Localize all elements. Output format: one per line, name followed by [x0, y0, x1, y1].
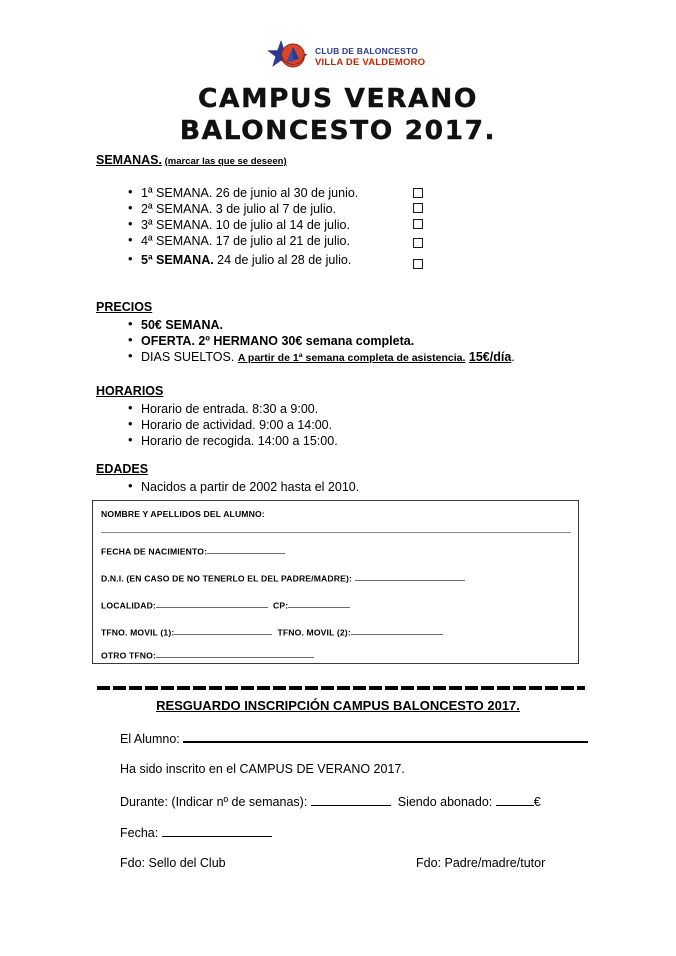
- semanas-heading-note: (marcar las que se deseen): [164, 156, 287, 167]
- receipt-label-abonado: Siendo abonado:: [397, 795, 493, 809]
- field-label-tfno2: TFNO. MOVIL (2):: [277, 627, 351, 638]
- precios-list: [123, 317, 515, 366]
- receipt-label-alumno: El Alumno:: [120, 732, 180, 746]
- list-item: [141, 217, 358, 233]
- field-row-fecha-nacimiento: [101, 546, 285, 556]
- list-item: [141, 349, 515, 366]
- field-label-tfno1: TFNO. MOVIL (1):: [101, 627, 175, 638]
- logo-line-1: CLUB DE BALONCESTO: [315, 46, 419, 56]
- logo-basketball-star-icon: [268, 38, 314, 74]
- list-item: • Horario de recogida. 14:00 a 15:00.: [141, 433, 338, 449]
- field-label-fecha-nacimiento: FECHA DE NACIMIENTO:: [101, 546, 208, 557]
- receipt-line-importe[interactable]: [496, 795, 534, 806]
- field-line-tfno1[interactable]: [174, 627, 272, 635]
- horarios-heading-label: HORARIOS: [96, 384, 164, 398]
- field-line-dni[interactable]: [355, 573, 465, 581]
- receipt-label-durante: Durante: (Indicar nº de semanas):: [120, 795, 308, 809]
- semana-dates: 26 de junio al 30 de junio.: [212, 186, 359, 200]
- field-label-localidad: LOCALIDAD:: [101, 600, 156, 611]
- semana-label: 4ª SEMANA.: [141, 234, 213, 248]
- list-item: [141, 333, 515, 349]
- field-row-otro-tfno: [101, 650, 314, 660]
- precio-semana: 50€ SEMANA.: [141, 318, 223, 332]
- tear-off-separator: [97, 686, 585, 690]
- field-label-nombre: NOMBRE Y APELLIDOS DEL ALUMNO:: [101, 509, 265, 519]
- receipt-line-semanas[interactable]: [311, 795, 391, 806]
- semanas-heading-label: SEMANAS.: [96, 153, 162, 167]
- precios-heading-label: PRECIOS: [96, 300, 153, 314]
- checkbox-semana-2[interactable]: [413, 203, 423, 213]
- field-line-cp[interactable]: [288, 600, 350, 608]
- receipt-row-fecha: [120, 826, 272, 840]
- semana-label: 5ª SEMANA.: [141, 253, 214, 267]
- field-line-fecha-nacimiento[interactable]: [207, 546, 285, 554]
- precio-oferta-hermano: OFERTA. 2º HERMANO 30€ semana completa.: [141, 334, 415, 348]
- semana-dates: 17 de julio al 21 de julio.: [212, 234, 350, 248]
- list-item: • Nacidos a partir de 2002 hasta el 2010.: [141, 479, 359, 495]
- edades-heading-label: EDADES: [96, 462, 149, 476]
- checkbox-semana-5[interactable]: [413, 259, 423, 269]
- semanas-list: [123, 185, 358, 268]
- horarios-heading: [96, 384, 163, 398]
- receipt-row-alumno: [120, 731, 588, 746]
- field-label-dni: D.N.I. (EN CASO DE NO TENERLO EL DEL PADRE/MADRE):: [101, 573, 353, 584]
- receipt-line-fecha[interactable]: [162, 826, 272, 837]
- semana-label: 1ª SEMANA.: [141, 186, 213, 200]
- semana-label: 2ª SEMANA.: [141, 202, 213, 216]
- list-item: [141, 252, 358, 268]
- semana-dates: 24 de julio al 28 de julio.: [213, 253, 352, 267]
- field-line-otro-tfno[interactable]: [156, 650, 314, 658]
- list-item: [141, 317, 515, 333]
- receipt-label-fecha: Fecha:: [120, 826, 159, 840]
- list-item: [141, 233, 358, 249]
- title-line-2: BALONCESTO 2017.: [179, 115, 497, 146]
- receipt-text-inscrito: Ha sido inscrito en el CAMPUS DE VERANO 2017.: [120, 762, 405, 776]
- list-item: • Horario de entrada. 8:30 a 9:00.: [141, 401, 338, 417]
- field-label-otro-tfno: OTRO TFNO:: [101, 650, 156, 661]
- receipt-row-durante: [120, 795, 541, 809]
- receipt-line-alumno[interactable]: [183, 731, 588, 743]
- field-line-localidad[interactable]: [156, 600, 268, 608]
- semana-dates: 3 de julio al 7 de julio.: [212, 202, 337, 216]
- field-row-telefonos: [101, 627, 443, 637]
- checkbox-semana-3[interactable]: [413, 219, 423, 229]
- title-line-1: CAMPUS VERANO: [198, 84, 478, 114]
- field-label-cp: CP:: [273, 600, 289, 611]
- receipt-signature-left: Fdo: Sello del Club: [120, 856, 226, 870]
- semanas-heading: [96, 153, 287, 167]
- checkbox-semana-1[interactable]: [413, 188, 423, 198]
- field-line-nombre[interactable]: [101, 532, 571, 533]
- semana-dates: 10 de julio al 14 de julio.: [212, 218, 350, 232]
- page-title: [0, 84, 676, 147]
- field-row-localidad-cp: [101, 600, 350, 610]
- list-item: • Horario de actividad. 9:00 a 14:00.: [141, 417, 338, 433]
- field-row-dni: [101, 573, 465, 583]
- horarios-list: [123, 401, 338, 449]
- semana-label: 3ª SEMANA.: [141, 218, 213, 232]
- field-line-tfno2[interactable]: [351, 627, 443, 635]
- precios-heading: [96, 300, 152, 314]
- logo-line-2: VILLA DE VALDEMORO: [315, 56, 426, 68]
- precio-dias-sueltos-lead: DIAS SUELTOS.: [141, 350, 235, 364]
- list-item: [141, 201, 358, 217]
- logo-text: [315, 45, 425, 67]
- receipt-euro-symbol: €: [533, 795, 541, 809]
- list-item: [141, 185, 358, 201]
- precio-dias-sueltos-condition: A partir de 1ª semana completa de asistencia.: [237, 352, 466, 364]
- receipt-signature-right: Fdo: Padre/madre/tutor: [416, 856, 546, 870]
- club-logo: [268, 36, 428, 76]
- student-data-form-box: [92, 500, 579, 664]
- edades-heading: [96, 462, 148, 476]
- edades-list: [123, 479, 359, 495]
- receipt-title: RESGUARDO INSCRIPCIÓN CAMPUS BALONCESTO 2017.: [156, 698, 520, 713]
- precio-dias-sueltos-amount: 15€/día: [468, 350, 512, 364]
- precio-dias-sueltos-tail: .: [511, 350, 515, 364]
- checkbox-semana-4[interactable]: [413, 238, 423, 248]
